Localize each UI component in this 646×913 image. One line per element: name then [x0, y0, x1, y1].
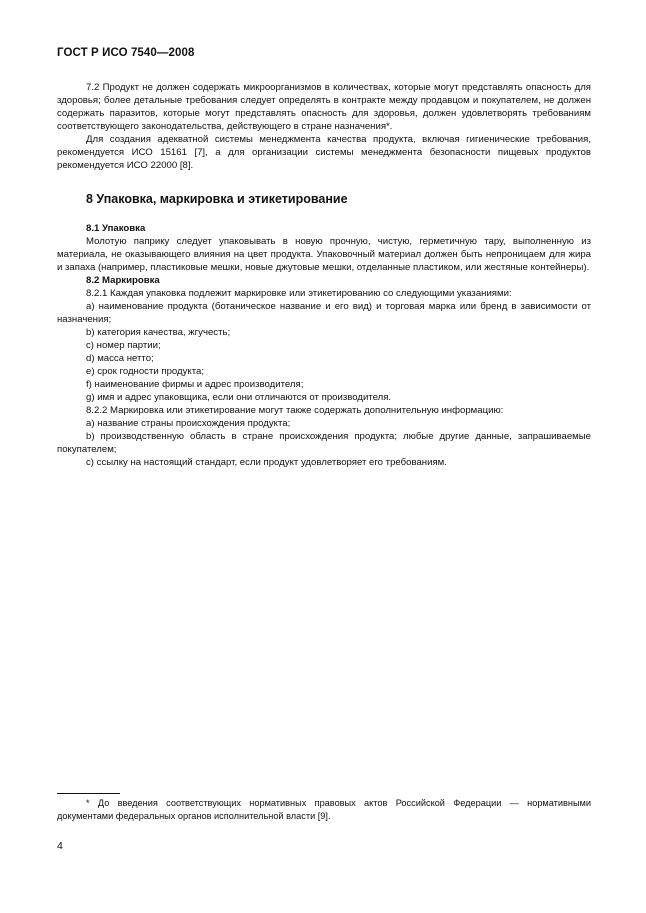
- page-number: 4: [57, 840, 63, 852]
- footnote: * До введения соответствующих нормативных правовых актов Российской Федерации — нормативными документами федеральных органов исполнительной власти [9].: [57, 798, 591, 821]
- paragraph-8-2-1: 8.2.1 Каждая упаковка подлежит маркировке или этикетированию со следующими указаниями:: [86, 288, 512, 299]
- document-body: [57, 81, 591, 469]
- paragraph-7-2: 7.2 Продукт не должен содержать микроорганизмов в количествах, которые могут представлять опасность для здоровья; более детальные требования следует определять в контракте между продавцом и покупателем, не должен содержать паразитов, которые могут представлять опасность для здоровья, должен удовлетворять требованиям соответствующего законодательства, действующего в стране назначения*.: [57, 82, 591, 132]
- list-item: e) срок годности продукта;: [86, 366, 205, 377]
- document-header: ГОСТ Р ИСО 7540—2008: [57, 47, 195, 59]
- list-item: d) масса нетто;: [86, 353, 154, 364]
- list-item: b) категория качества, жгучесть;: [86, 327, 231, 338]
- list-item: c) ссылку на настоящий стандарт, если продукт удовлетворяет его требованиям.: [86, 457, 447, 468]
- list-item: c) номер партии;: [86, 340, 161, 351]
- list-item: a) название страны происхождения продукта;: [86, 418, 291, 429]
- list-item: f) наименование фирмы и адрес производителя;: [86, 379, 304, 390]
- paragraph-quality-management: Для создания адекватной системы менеджмента качества продукта, включая гигиенические требования, рекомендуется ИСО 15161 [7], а для организации системы менеджмента безопасности пищевых продуктов рекомендуется ИСО 22000 [8].: [57, 134, 591, 171]
- subsection-8-2-heading: 8.2 Маркировка: [86, 275, 160, 286]
- subsection-8-1-heading: 8.1 Упаковка: [86, 223, 146, 234]
- footnote-separator: [57, 793, 120, 794]
- list-item: g) имя и адрес упаковщика, если они отличаются от производителя.: [86, 392, 392, 403]
- list-item: b) производственную область в стране происхождения продукта; любые другие данные, запрашиваемые покупателем;: [57, 431, 591, 455]
- section-8-heading: 8 Упаковка, маркировка и этикетирование: [86, 192, 348, 206]
- list-item: a) наименование продукта (ботаническое название и его вид) и торговая марка или бренд в зависимости от назначения;: [57, 301, 591, 325]
- paragraph-packaging: Молотую паприку следует упаковывать в новую прочную, чистую, герметичную тару, выполненную из материала, не оказывающего влияния на цвет продукта. Упаковочный материал должен быть непроницаем для жира и запаха (например, пластиковые мешки, новые джутовые мешки, отделанные пластиком, или жестяные контейнеры).: [57, 236, 591, 273]
- paragraph-8-2-2: 8.2.2 Маркировка или этикетирование могут также содержать дополнительную информацию:: [86, 405, 504, 416]
